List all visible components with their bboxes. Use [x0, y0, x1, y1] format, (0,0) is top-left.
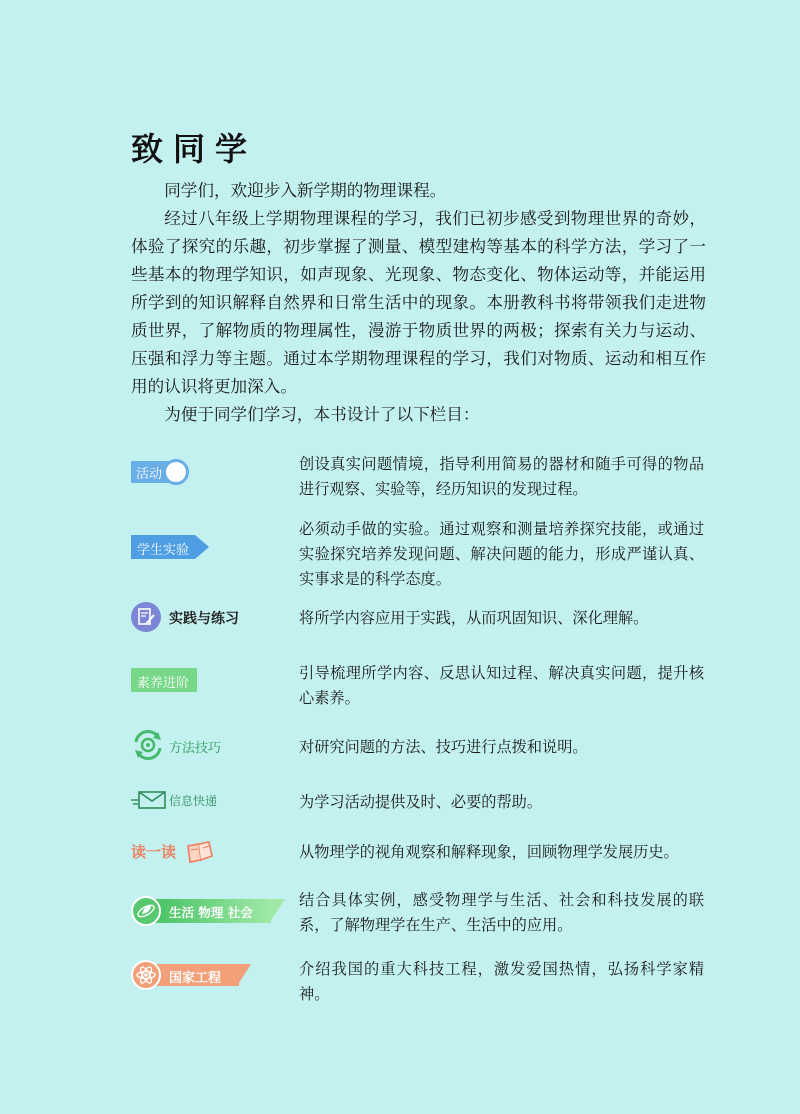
- open-book-icon: [185, 838, 217, 866]
- intro-text: [131, 177, 706, 429]
- student-experiment-badge: [131, 535, 211, 559]
- atom-icon: [131, 960, 161, 990]
- column-label: 素养进阶: [137, 676, 190, 691]
- column-label: 国家工程: [169, 971, 222, 986]
- info-badge: [131, 789, 231, 811]
- page-title: 致同学: [131, 130, 258, 168]
- column-label: 生活 物理 社会: [169, 905, 253, 920]
- life-physics-society-badge: [131, 896, 287, 926]
- leaf-orbit-icon: [131, 896, 161, 926]
- column-description: 引导梳理所学内容、反思认知过程、解决真实问题，提升核心素养。: [299, 664, 704, 707]
- literacy-badge: [131, 668, 197, 692]
- column-label: 方法技巧: [169, 741, 222, 756]
- reading-badge: [131, 838, 221, 866]
- column-description: 结合具体实例，感受物理学与生活、社会和科技发展的联系，了解物理学在生产、生活中的应用。: [299, 891, 704, 934]
- column-description: 必须动手做的实验。通过观察和测量培养探究技能，或通过实验探究培养发现问题、解决问题的能力，形成严谨认真、实事求是的科学态度。: [299, 520, 704, 588]
- column-description: 为学习活动提供及时、必要的帮助。: [299, 793, 542, 811]
- national-project-badge: [131, 960, 255, 990]
- arrow-icon: [195, 535, 209, 559]
- intro-paragraph: 经过八年级上学期物理课程的学习，我们已初步感受到物理世界的奇妙，体验了探究的乐趣，初步掌握了测量、模型建构等基本的科学方法，学习了一些基本的物理学知识，如声现象、光现象、物态变化、物体运动等，并能运用所学到的知识解释自然界和日常生活中的现象。本册教科书将带领我们走进物质世界，了解物质的物理属性，漫游于物质世界的两极；探索有关力与运动、压强和浮力等主题。通过本学期物理课程的学习，我们对物质、运动和相互作用的认识将更加深入。: [131, 209, 706, 396]
- column-description: 从物理学的视角观察和解释现象，回顾物理学发展历史。: [299, 843, 679, 861]
- column-description: 将所学内容应用于实践，从而巩固知识、深化理解。: [299, 609, 649, 627]
- intro-paragraph: 为便于同学们学习，本书设计了以下栏目：: [164, 405, 480, 424]
- gear-cycle-icon: [131, 728, 165, 762]
- toggle-icon: [163, 459, 189, 485]
- column-description: 介绍我国的重大科技工程，激发爱国热情，弘扬科学家精神。: [299, 960, 704, 1003]
- practice-badge: [131, 602, 251, 632]
- pencil-note-icon: [131, 602, 161, 632]
- method-badge: [131, 728, 231, 762]
- column-label: 实践与练习: [169, 611, 239, 627]
- column-label: 读一读: [131, 843, 177, 861]
- column-label: 学生实验: [137, 543, 190, 558]
- column-label: 信息快递: [169, 794, 218, 808]
- envelope-icon: [131, 789, 167, 811]
- column-description: 创设真实问题情境，指导利用简易的器材和随手可得的物品进行观察、实验等，经历知识的发现过程。: [299, 455, 704, 498]
- activity-badge: [131, 459, 191, 485]
- column-description: 对研究问题的方法、技巧进行点拨和说明。: [299, 738, 588, 756]
- column-label: 活动: [136, 467, 163, 482]
- intro-paragraph: 同学们，欢迎步入新学期的物理课程。: [164, 181, 447, 200]
